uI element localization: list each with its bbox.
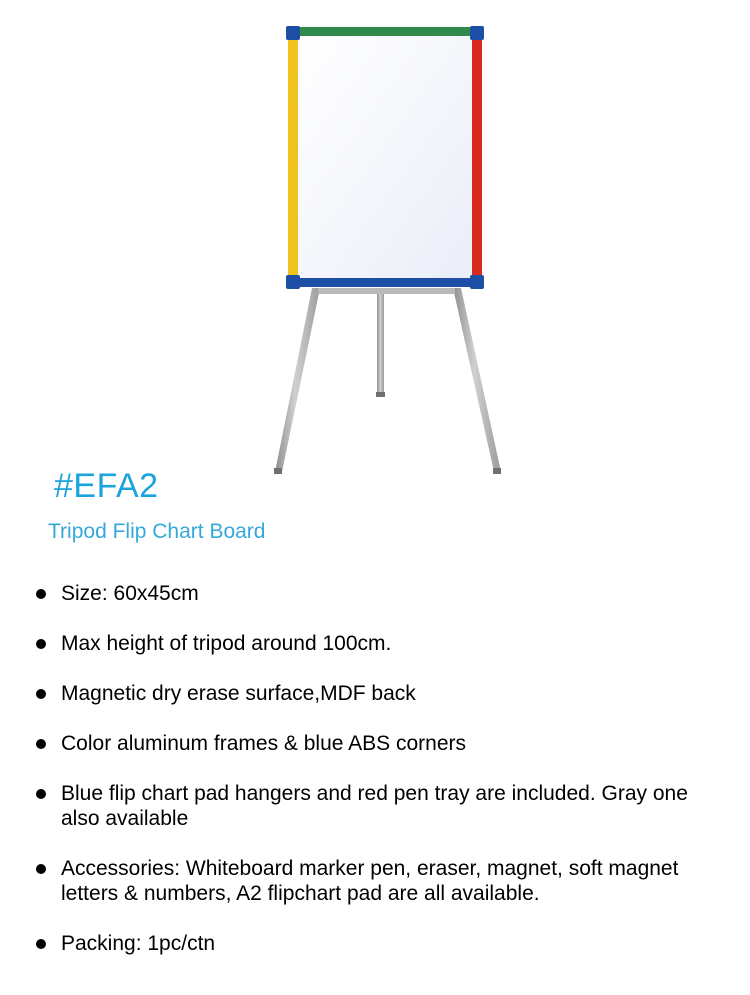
bullet-icon xyxy=(36,589,46,599)
corner-top-left xyxy=(286,26,300,40)
whiteboard-surface xyxy=(297,35,473,279)
bullet-icon xyxy=(36,789,46,799)
tripod-crossbar xyxy=(318,288,455,294)
spec-item xyxy=(61,631,721,656)
bullet-icon xyxy=(36,689,46,699)
spec-text: Packing: 1pc/ctn xyxy=(61,932,216,955)
tripod-leg-right-foot xyxy=(493,468,501,474)
corner-top-right xyxy=(470,26,484,40)
spec-text: Max height of tripod around 100cm. xyxy=(61,632,392,655)
product-name: Tripod Flip Chart Board xyxy=(48,520,266,543)
bullet-icon xyxy=(36,739,46,749)
tripod-leg-center-foot xyxy=(376,392,385,397)
frame-bottom-blue xyxy=(292,278,478,287)
spec-text: Color aluminum frames & blue ABS corners xyxy=(61,732,466,755)
bullet-icon xyxy=(36,864,46,874)
frame-top-green xyxy=(292,27,478,36)
spec-item xyxy=(61,931,721,956)
spec-item xyxy=(61,731,721,756)
spec-item xyxy=(61,856,721,906)
spec-item xyxy=(61,781,721,831)
product-model-code: #EFA2 xyxy=(54,467,159,505)
tripod-leg-right xyxy=(453,288,501,472)
spec-text: Magnetic dry erase surface,MDF back xyxy=(61,682,416,705)
tripod-leg-left xyxy=(275,288,320,472)
tripod-legs xyxy=(274,288,501,474)
spec-text: Accessories: Whiteboard marker pen, eraser, magnet, soft magnet letters & numbers, A2 flipchart pad are all available. xyxy=(61,857,679,905)
whiteboard xyxy=(286,26,484,289)
spec-text: Blue flip chart pad hangers and red pen tray are included. Gray one also available xyxy=(61,782,688,830)
frame-left-yellow xyxy=(288,33,298,281)
frame-right-red xyxy=(472,33,482,281)
spec-item xyxy=(61,681,721,706)
spec-text: Size: 60x45cm xyxy=(61,582,199,605)
corner-bottom-left xyxy=(286,275,300,289)
bullet-icon xyxy=(36,639,46,649)
tripod-leg-left-foot xyxy=(274,468,282,474)
corner-bottom-right xyxy=(470,275,484,289)
bullet-icon xyxy=(36,939,46,949)
tripod-leg-center xyxy=(377,292,384,396)
spec-item xyxy=(61,581,721,606)
flip-chart-board-image xyxy=(0,0,750,480)
